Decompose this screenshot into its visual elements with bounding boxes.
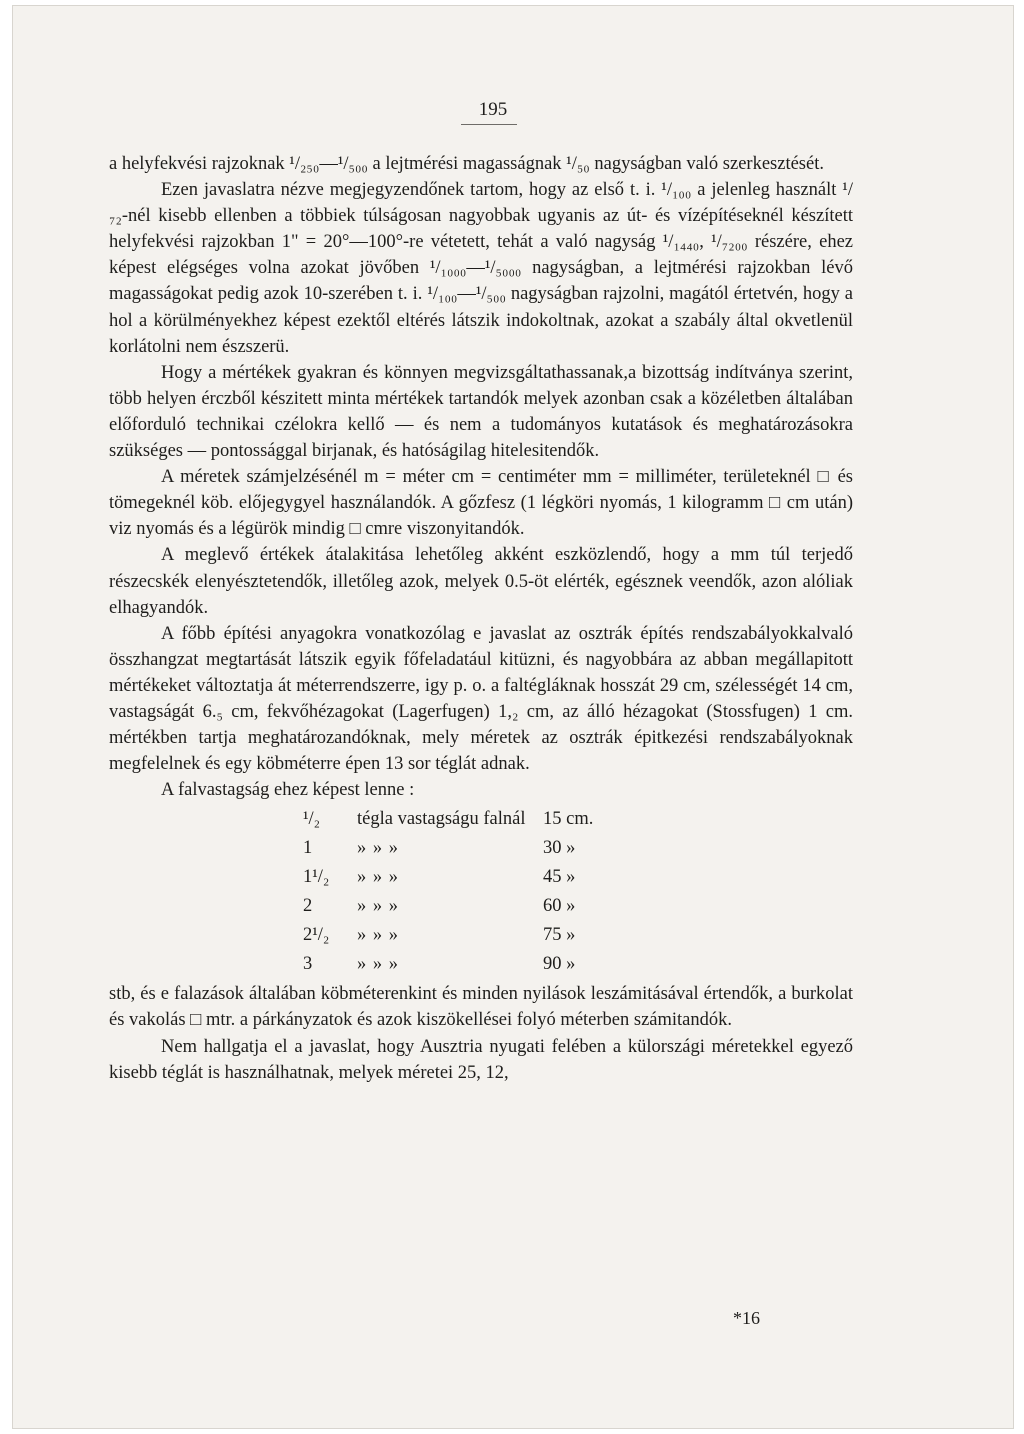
paragraph-1: a helyfekvési rajzoknak ¹/₂₅₀—¹/₅₀₀ a lejtmérési magasságnak ¹/₅₀ nagyságban való szerkesztését. (109, 154, 824, 174)
table-row (303, 834, 593, 863)
table-row (303, 892, 593, 921)
paragraph-4: A méretek számjelzésénél m = méter cm = centiméter mm = milliméter, területeknél □ és tömegeknél köb. előjegygyel használandók. A gőzfesz (1 légköri nyomás, 1 kilogramm □ cm után) viz nyomás és a légürök mindig □ cmre viszonyitandók. (109, 467, 853, 540)
wall-size: 15 cm. (543, 809, 594, 830)
wall-size: 30 » (543, 838, 576, 859)
paragraph-7: A falvastagság ehez képest lenne : (161, 780, 415, 801)
row-description: tégla vastagságu falnál (357, 809, 526, 830)
paragraph-5: A meglevő értékek átalakitása lehetőleg akként eszközlendő, hogy a mm túl terjedő részecskék elenyésztetendők, illetőleg azok, melyek 0.5-öt elérték, egésznek veendők, azon alóliak elhagyandók. (109, 545, 853, 618)
wall-size: 60 » (543, 896, 576, 917)
table-row (303, 921, 593, 950)
page-number-rule (461, 124, 517, 125)
brick-count: 2 (303, 896, 313, 917)
table-row (303, 950, 593, 979)
brick-count: 2¹/₂ (303, 925, 330, 946)
brick-count: ¹/₂ (303, 809, 321, 830)
ditto-marks: » » » (357, 954, 399, 975)
sheet-signature: *16 (733, 1308, 760, 1328)
brick-count: 3 (303, 954, 313, 975)
paragraph-2: Ezen javaslatra nézve megjegyzendőnek tartom, hogy az első t. i. ¹/₁₀₀ a jelenleg használt ¹/₇₂-nél kisebb ellenben a többiek túlságosan nagyobbak ugyanis az út- és vízépítéseknél készített helyfekvési rajzokban 1" = 20°—100°-re vétetett, tehát a való nagyság ¹/₁₄₄₀, ¹/₇₂₀₀ részére, ehez képest elégséges volna azokat jövőben ¹/₁₀₀₀—¹/₅₀₀₀ nagyságban, a lejtmérési rajzokban lévő magasságokat pedig azok 10-szerében t. i. ¹/₁₀₀—¹/₅₀₀ nagyságban rajzolni, magától értetvén, hogy a hol a körülményekhez képest ezektől eltérés látszik indokoltnak, azokat a szabály által okvetlenül korlátolni nem észszerü. (109, 180, 853, 357)
table-row (303, 805, 593, 834)
page-number: 195 (478, 99, 508, 120)
paragraph-3: Hogy a mértékek gyakran és könnyen megvizsgáltathassanak,a bizottság indítványa szerint, több helyen érczből készitett minta mértékek tartandók melyek azonban csak a közéletben általában előforduló technikai czélokra kellő — és nem a tudományos kutatások és meghatározásokra szükséges — pontossággal birjanak, és hatóságilag hitelesitendők. (109, 362, 853, 462)
book-page (12, 5, 1014, 1429)
wall-size: 75 » (543, 925, 576, 946)
wall-size: 45 » (543, 867, 576, 888)
brick-count: 1 (303, 838, 313, 859)
paragraph-after-table: stb, és e falazások általában köbméterenkint és minden nyilások leszámitásával értendők, a burkolat és vakolás □ mtr. a párkányzatok és azok kiszökellései folyó méterben számitandók. (109, 984, 853, 1031)
brick-count: 1¹/₂ (303, 867, 330, 888)
ditto-marks: » » » (357, 867, 399, 888)
table-row (303, 863, 593, 892)
paragraph-6: A főbb építési anyagokra vonatkozólag e javaslat az osztrák építés rendszabályokkalvaló összhangzat megtartását látszik egyik főfeladatául kitüzni, és nagyobbára az abban megállapitott mértékeket változtatja át méterrendszerre, igy p. o. a faltégláknak hosszát 29 cm, szélességét 14 cm, vastagságát 6.₅ cm, fekvőhézagokat (Lagerfugen) 1,₂ cm, az álló hézagokat (Stossfugen) 1 cm. mértékben tartja meghatározandóknak, mely méretek az osztrák épitkezési rendszabályoknak megfelelnek és egy köbméterre épen 13 sor téglát adnak. (109, 623, 853, 775)
ditto-marks: » » » (357, 896, 399, 917)
body-text (109, 151, 853, 1086)
wall-thickness-table (303, 805, 593, 979)
ditto-marks: » » » (357, 838, 399, 859)
paragraph-last: Nem hallgatja el a javaslat, hogy Ausztria nyugati felében a külországi méretekkel egyező kisebb téglát is használhatnak, melyek méretei 25, 12, (109, 1036, 853, 1083)
ditto-marks: » » » (357, 925, 399, 946)
wall-size: 90 » (543, 954, 576, 975)
